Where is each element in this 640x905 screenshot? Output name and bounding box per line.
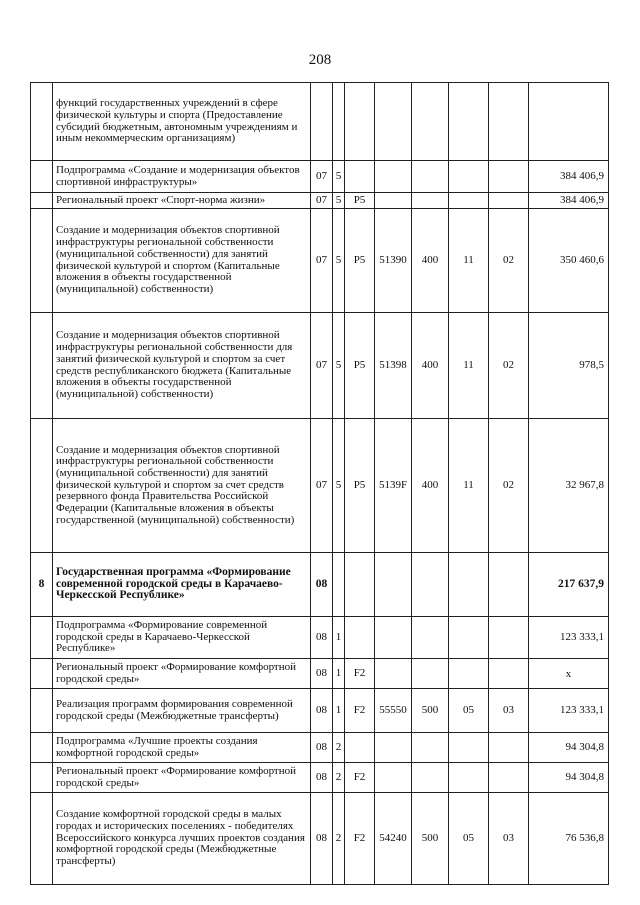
table-row	[31, 193, 609, 209]
row-rz: 11	[449, 313, 489, 419]
row-gp: 08	[311, 733, 333, 763]
row-pp: 5	[333, 209, 345, 313]
row-gp: 08	[311, 689, 333, 733]
row-proj	[345, 161, 375, 193]
table-row	[31, 313, 609, 419]
row-name: Создание и модернизация объектов спортивной инфраструктуры региональной собственности (муниципальной собственности) для занятий физической культурой и спортом за счет средств резервного фонда Правительства Российской Федерации (Капитальные вложения в объекты государственной (муниципальной) собственности)	[53, 419, 311, 553]
row-amount: х	[529, 659, 609, 689]
row-dir	[375, 161, 412, 193]
row-pp: 1	[333, 617, 345, 659]
row-number: 8	[31, 553, 53, 617]
table-row	[31, 83, 609, 161]
row-pp: 1	[333, 659, 345, 689]
row-dir: 55550	[375, 689, 412, 733]
row-dir	[375, 83, 412, 161]
budget-table	[30, 82, 609, 885]
row-name: Подпрограмма «Создание и модернизация объектов спортивной инфраструктуры»	[53, 161, 311, 193]
row-vr: 400	[412, 209, 449, 313]
row-gp: 08	[311, 793, 333, 885]
row-vr	[412, 553, 449, 617]
row-number	[31, 313, 53, 419]
row-proj: F2	[345, 793, 375, 885]
row-gp: 07	[311, 193, 333, 209]
row-vr	[412, 617, 449, 659]
row-dir: 51390	[375, 209, 412, 313]
row-dir	[375, 659, 412, 689]
row-rz	[449, 193, 489, 209]
row-name: Региональный проект «Формирование комфортной городской среды»	[53, 763, 311, 793]
row-pr: 03	[489, 689, 529, 733]
row-rz: 11	[449, 209, 489, 313]
row-pp	[333, 83, 345, 161]
row-gp: 07	[311, 419, 333, 553]
row-number	[31, 617, 53, 659]
row-vr	[412, 659, 449, 689]
row-dir	[375, 553, 412, 617]
row-vr: 400	[412, 419, 449, 553]
row-name: Реализация программ формирования современной городской среды (Межбюджетные трансферты)	[53, 689, 311, 733]
row-vr	[412, 161, 449, 193]
row-proj	[345, 83, 375, 161]
row-proj	[345, 617, 375, 659]
row-rz: 05	[449, 689, 489, 733]
row-proj: P5	[345, 193, 375, 209]
row-number	[31, 83, 53, 161]
row-dir	[375, 733, 412, 763]
row-pp: 2	[333, 793, 345, 885]
row-gp: 08	[311, 553, 333, 617]
row-proj: P5	[345, 419, 375, 553]
row-amount: 94 304,8	[529, 763, 609, 793]
row-amount: 978,5	[529, 313, 609, 419]
row-rz	[449, 161, 489, 193]
row-vr: 500	[412, 793, 449, 885]
row-rz	[449, 733, 489, 763]
row-gp	[311, 83, 333, 161]
row-proj	[345, 553, 375, 617]
row-amount	[529, 83, 609, 161]
row-dir	[375, 763, 412, 793]
row-amount: 350 460,6	[529, 209, 609, 313]
row-number	[31, 419, 53, 553]
table-row	[31, 689, 609, 733]
row-pp: 1	[333, 689, 345, 733]
row-vr	[412, 763, 449, 793]
row-pr: 02	[489, 419, 529, 553]
row-amount: 123 333,1	[529, 617, 609, 659]
row-amount: 217 637,9	[529, 553, 609, 617]
row-number	[31, 161, 53, 193]
row-name: Создание комфортной городской среды в малых городах и исторических поселениях - победителях Всероссийского конкурса лучших проектов создания комфортной городской среды (Межбюджетные трансферты)	[53, 793, 311, 885]
row-pp: 2	[333, 733, 345, 763]
row-pr: 03	[489, 793, 529, 885]
row-amount: 384 406,9	[529, 193, 609, 209]
table-row	[31, 793, 609, 885]
row-pr	[489, 193, 529, 209]
row-pr	[489, 733, 529, 763]
table-row	[31, 419, 609, 553]
row-vr	[412, 193, 449, 209]
row-number	[31, 209, 53, 313]
row-gp: 07	[311, 313, 333, 419]
table-row	[31, 209, 609, 313]
row-vr	[412, 83, 449, 161]
row-rz	[449, 763, 489, 793]
row-amount: 32 967,8	[529, 419, 609, 553]
table-row	[31, 161, 609, 193]
row-name: Создание и модернизация объектов спортивной инфраструктуры региональной собственности (муниципальной собственности) для занятий физической культурой и спортом (Капитальные вложения в объекты государственной (муниципальной) собственности)	[53, 209, 311, 313]
row-number	[31, 659, 53, 689]
row-name: Подпрограмма «Лучшие проекты создания комфортной городской среды»	[53, 733, 311, 763]
row-dir: 5139F	[375, 419, 412, 553]
row-pp	[333, 553, 345, 617]
row-pr: 02	[489, 209, 529, 313]
row-gp: 08	[311, 617, 333, 659]
row-dir: 51398	[375, 313, 412, 419]
row-name: Создание и модернизация объектов спортивной инфраструктуры региональной собственности для занятий физической культурой и спортом за счет средств республиканского бюджета (Капитальные вложения в объекты государственной (муниципальной) собственности)	[53, 313, 311, 419]
row-rz	[449, 83, 489, 161]
row-proj: F2	[345, 659, 375, 689]
row-amount: 94 304,8	[529, 733, 609, 763]
row-amount: 384 406,9	[529, 161, 609, 193]
row-pp: 5	[333, 161, 345, 193]
row-number	[31, 193, 53, 209]
row-gp: 08	[311, 763, 333, 793]
row-dir	[375, 193, 412, 209]
row-number	[31, 793, 53, 885]
page-number: 208	[308, 52, 332, 68]
row-gp: 07	[311, 161, 333, 193]
row-proj: P5	[345, 313, 375, 419]
row-rz	[449, 553, 489, 617]
row-proj: F2	[345, 689, 375, 733]
row-rz	[449, 659, 489, 689]
row-rz: 11	[449, 419, 489, 553]
row-pr: 02	[489, 313, 529, 419]
row-pr	[489, 659, 529, 689]
row-gp: 08	[311, 659, 333, 689]
row-name: Подпрограмма «Формирование современной городской среды в Карачаево-Черкесской Республике»	[53, 617, 311, 659]
row-number	[31, 689, 53, 733]
budget-table-body	[31, 83, 609, 885]
row-gp: 07	[311, 209, 333, 313]
row-vr: 500	[412, 689, 449, 733]
row-pp: 2	[333, 763, 345, 793]
row-pr	[489, 161, 529, 193]
row-vr	[412, 733, 449, 763]
row-name: Региональный проект «Спорт-норма жизни»	[53, 193, 311, 209]
row-pp: 5	[333, 313, 345, 419]
row-amount: 76 536,8	[529, 793, 609, 885]
table-row	[31, 617, 609, 659]
row-name: Региональный проект «Формирование комфортной городской среды»	[53, 659, 311, 689]
row-proj: P5	[345, 209, 375, 313]
row-dir	[375, 617, 412, 659]
row-pp: 5	[333, 193, 345, 209]
table-row	[31, 659, 609, 689]
row-name: Государственная программа «Формирование современной городской среды в Карачаево-Черкесской Республике»	[53, 553, 311, 617]
row-pr	[489, 553, 529, 617]
row-vr: 400	[412, 313, 449, 419]
row-dir: 54240	[375, 793, 412, 885]
table-row	[31, 763, 609, 793]
row-proj	[345, 733, 375, 763]
row-rz	[449, 617, 489, 659]
row-pr	[489, 83, 529, 161]
row-number	[31, 763, 53, 793]
row-pr	[489, 763, 529, 793]
row-rz: 05	[449, 793, 489, 885]
table-row	[31, 733, 609, 763]
row-pp: 5	[333, 419, 345, 553]
row-name: функций государственных учреждений в сфере физической культуры и спорта (Предоставление субсидий бюджетным, автономным учреждениям и иным некоммерческим организациям)	[53, 83, 311, 161]
row-number	[31, 733, 53, 763]
row-pr	[489, 617, 529, 659]
table-row	[31, 553, 609, 617]
row-amount: 123 333,1	[529, 689, 609, 733]
row-proj: F2	[345, 763, 375, 793]
